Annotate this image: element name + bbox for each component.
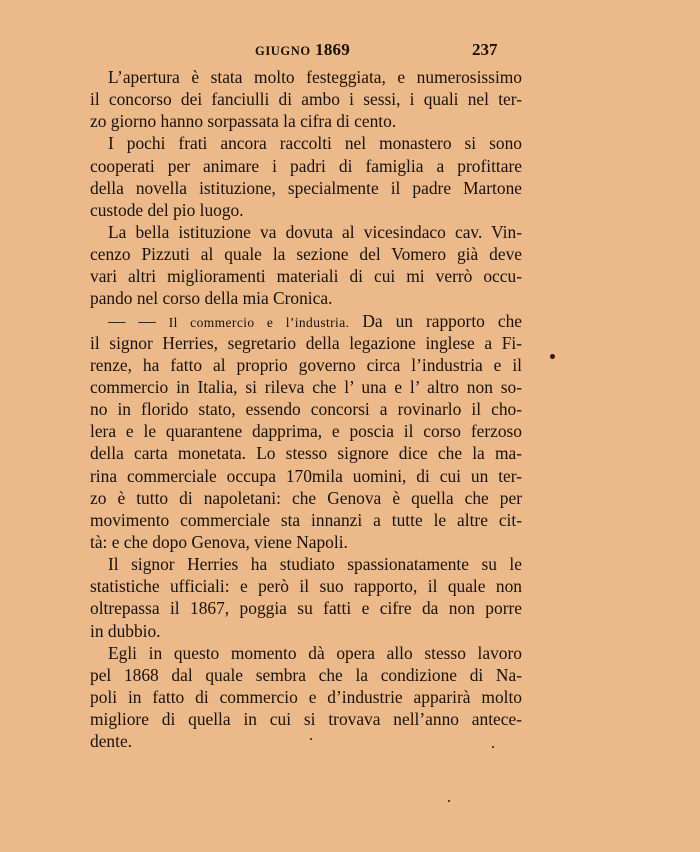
paragraph-commercio — [90, 310, 522, 554]
ink-speck — [310, 738, 312, 740]
body-text — [90, 66, 522, 752]
paragraph-herries — [90, 553, 522, 642]
text-line: migliore di quella in cui si trovava nell’anno antece- — [90, 709, 522, 730]
em-dashes: — — — [108, 310, 169, 331]
paragraph-lavoro — [90, 642, 522, 753]
text-line: La bella istituzione va dovuta al vicesindaco cav. Vin- — [108, 221, 522, 242]
ink-speck — [448, 800, 450, 802]
page-number: 237 — [472, 40, 498, 59]
running-head-year: 1869 — [315, 40, 350, 59]
text-line-section-heading — [90, 310, 522, 332]
text-line: poli in fatto di commercio e d’industrie apparirà molto — [90, 686, 522, 707]
text-line: della novella istituzione, specialmente il padre Martone — [90, 177, 522, 198]
text-line: cenzo Pizzuti al quale la sezione del Vomero già deve — [90, 244, 522, 265]
section-title: Il commercio e l’industria. — [168, 314, 350, 330]
text-line: zo giorno hanno sorpassata la cifra di cento. — [90, 111, 397, 132]
text-line: pel 1868 dal quale sembra che la condizione di Na- — [90, 664, 522, 685]
text-line: Egli in questo momento dà opera allo stesso lavoro — [108, 642, 522, 663]
text-line: tà: e che dopo Genova, viene Napoli. — [90, 531, 348, 552]
page-header — [0, 40, 700, 64]
text-line: cooperati per animare i padri di famiglia a profittare — [90, 155, 522, 176]
text-line: custode del pio luogo. — [90, 199, 244, 220]
text-line: renze, ha fatto al proprio governo circa l’industria e il — [90, 354, 522, 375]
text-line: il signor Herries, segretario della legazione inglese a Fi- — [90, 332, 522, 353]
text-line: L’apertura è stata molto festeggiata, e numerosissimo — [108, 67, 522, 87]
paragraph-frati — [90, 132, 522, 221]
text-line: della carta monetata. Lo stesso signore dice che la ma- — [90, 443, 522, 464]
text-line: in dubbio. — [90, 620, 161, 641]
text-line: vari altri miglioramenti materiali di cui mi verrò occu- — [90, 266, 522, 287]
text-line: lera e le quarantene dapprima, e poscia il corso ferzoso — [90, 421, 522, 442]
text-line: I pochi frati ancora raccolti nel monastero si sono — [108, 133, 522, 154]
text-line: oltrepassa il 1867, poggia su fatti e cifre da non porre — [90, 598, 522, 619]
text-line: no in florido stato, essendo concorsi a rovinarlo il cho- — [90, 399, 522, 420]
text-line: pando nel corso della mia Cronica. — [90, 288, 333, 309]
text-line: movimento commerciale sta innanzi a tutte le altre cit- — [90, 509, 522, 530]
text-line: il concorso dei fanciulli di ambo i sessi, i quali nel ter- — [90, 89, 522, 110]
text-line: rina commerciale occupa 170mila uomini, di cui un ter- — [90, 465, 522, 486]
ink-speck — [492, 746, 494, 748]
text-line: statistiche ufficiali: e però il suo rapporto, il quale non — [90, 576, 522, 597]
ink-speck — [550, 354, 555, 359]
paragraph-apertura — [90, 66, 522, 132]
text-line: dente. — [90, 731, 133, 752]
paragraph-istituzione — [90, 221, 522, 310]
text-line: zo è tutto di napoletani: che Genova è quella che per — [90, 487, 522, 508]
running-head-month: GIUGNO — [255, 44, 311, 58]
running-head — [255, 40, 350, 60]
text-run: Da un rapporto che — [349, 310, 522, 331]
text-line: commercio in Italia, si rileva che l’ una e l’ altro non so- — [90, 376, 522, 397]
text-line: Il signor Herries ha studiato spassionatamente su le — [108, 554, 522, 575]
